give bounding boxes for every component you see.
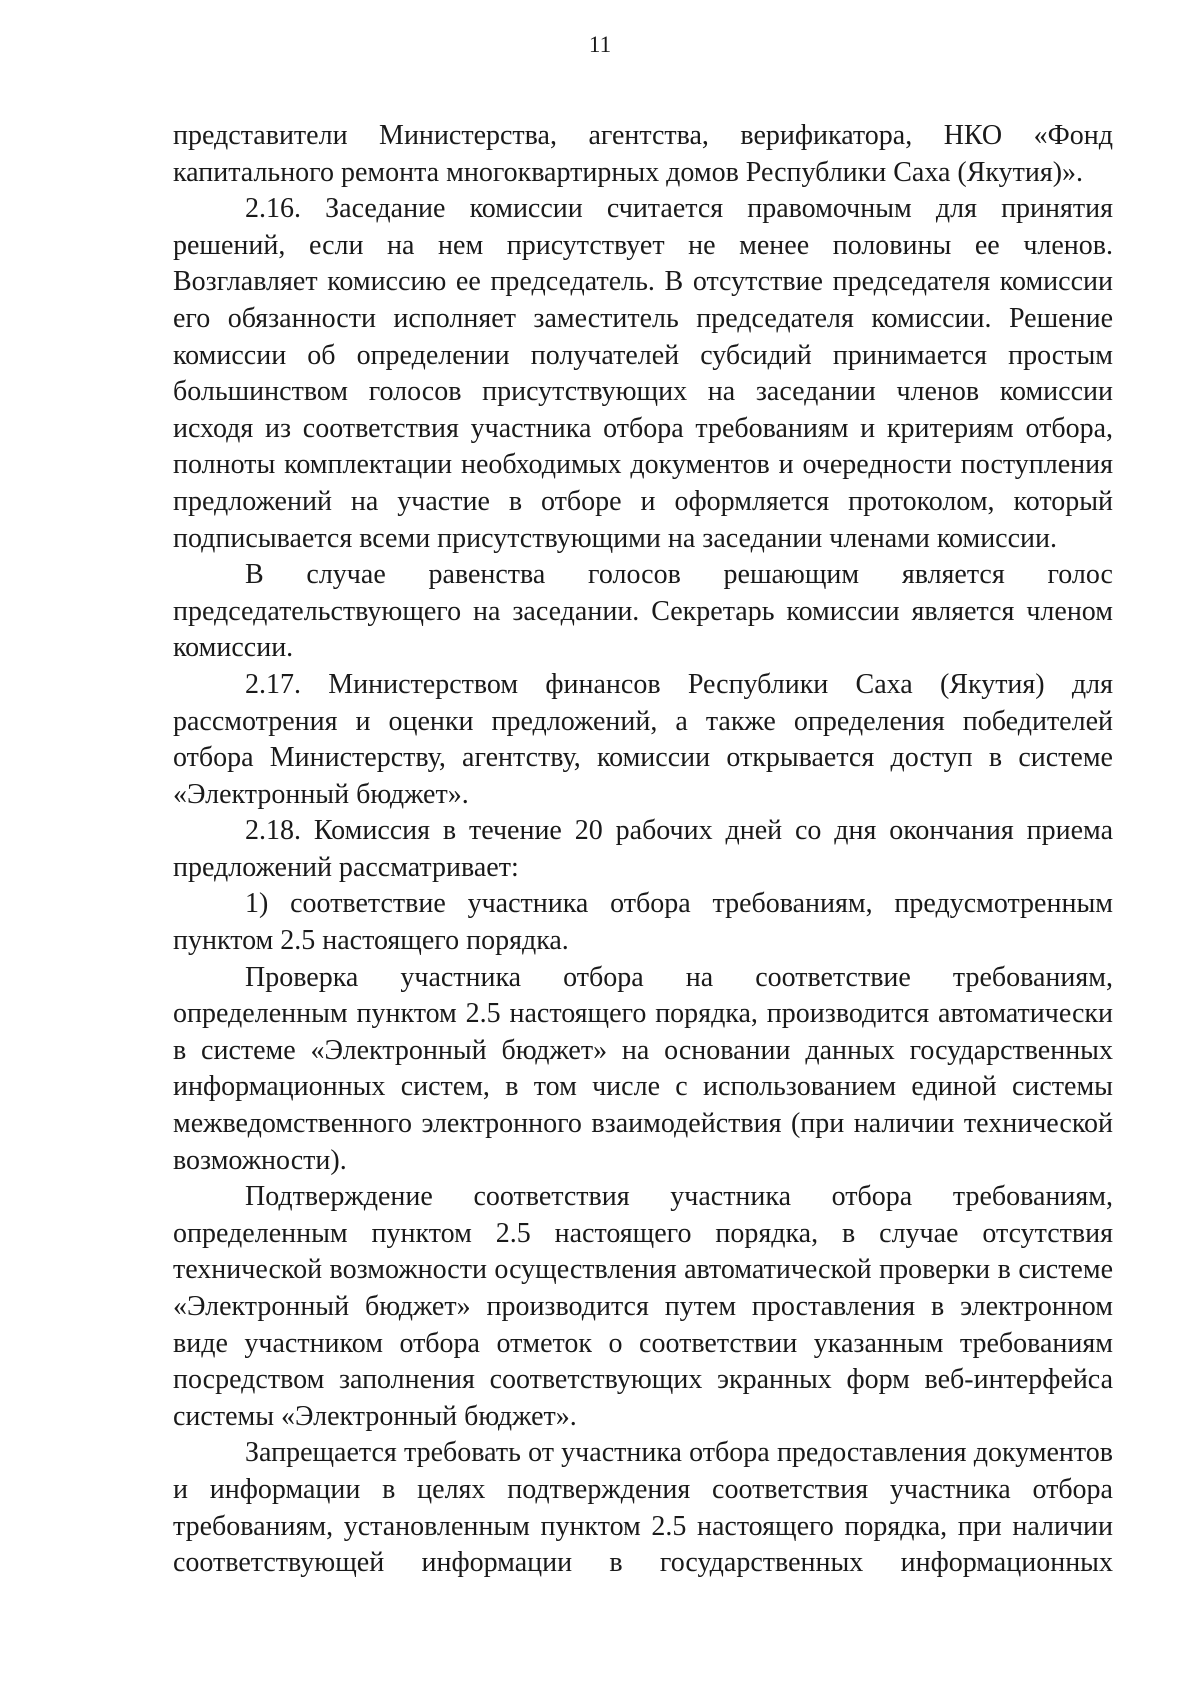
paragraph-2-18: 2.18. Комиссия в течение 20 рабочих дней со дня окончания приема предложений рассматривает: bbox=[173, 815, 1113, 883]
paragraph-automatic-check: Проверка участника отбора на соответствие требованиям, определенным пунктом 2.5 настоящего порядка, производится автоматически в системе «Электронный бюджет» на основании данных государственных информационных систем, в том числе с использованием единой системы межведомственного электронного взаимодействия (при наличии технической возможности). bbox=[173, 961, 1113, 1176]
document-body bbox=[173, 118, 1113, 1582]
paragraph-2-16: 2.16. Заседание комиссии считается правомочным для принятия решений, если на нем присутствует не менее половины ее членов. Возглавляет комиссию ее председатель. В отсутствие председателя комиссии его обязанности исполняет заместитель председателя комиссии. Решение комиссии об определении получателей субсидий принимается простым большинством голосов присутствующих на заседании членов комиссии исходя из соответствия участника отбора требованиям и критериям отбора, полноты комплектации необходимых документов и очередности поступления предложений на участие в отборе и оформляется протоколом, который подписывается всеми присутствующими на заседании членами комиссии. bbox=[173, 193, 1113, 554]
page-number: 11 bbox=[588, 32, 612, 57]
paragraph-item-1: 1) соответствие участника отбора требованиям, предусмотренным пунктом 2.5 настоящего порядка. bbox=[173, 888, 1113, 957]
paragraph-prohibition: Запрещается требовать от участника отбора предоставления документов и информации в целях подтверждения соответствия участника отбора требованиям, установленным пунктом 2.5 настоящего порядка, при наличии соответствующей информации в государственных информационных bbox=[173, 1437, 1113, 1579]
paragraph-continuation: представители Министерства, агентства, верификатора, НКО «Фонд капитального ремонта многоквартирных домов Республики Саха (Якутия)». bbox=[173, 120, 1113, 188]
paragraph-2-17: 2.17. Министерством финансов Республики Саха (Якутия) для рассмотрения и оценки предложений, а также определения победителей отбора Министерству, агентству, комиссии открывается доступ в системе «Электронный бюджет». bbox=[173, 668, 1113, 810]
paragraph-tie-vote: В случае равенства голосов решающим является голос председательствующего на заседании. Секретарь комиссии является членом комиссии. bbox=[173, 559, 1113, 664]
paragraph-confirmation: Подтверждение соответствия участника отбора требованиям, определенным пунктом 2.5 настоящего порядка, в случае отсутствия технической возможности осуществления автоматической проверки в системе «Электронный бюджет» производится путем проставления в электронном виде участником отбора отметок о соответствии указанным требованиям посредством заполнения соответствующих экранных форм веб-интерфейса системы «Электронный бюджет». bbox=[173, 1181, 1113, 1432]
